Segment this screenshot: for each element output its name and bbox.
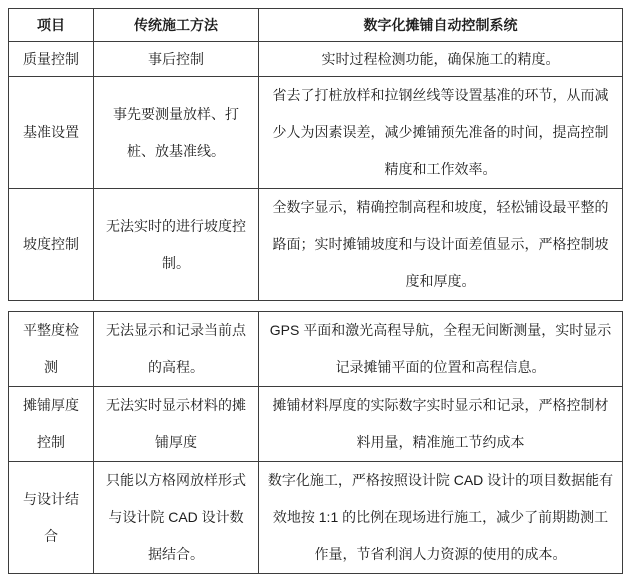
- header-cell-item: 项目: [9, 9, 94, 42]
- header-cell-traditional: 传统施工方法: [94, 9, 259, 42]
- table-row: [9, 462, 623, 574]
- table-row: [9, 312, 623, 387]
- cell-item: 摊铺厚度控制: [9, 387, 94, 462]
- cell-item: 与设计结合: [9, 462, 94, 574]
- cell-item: 基准设置: [9, 77, 94, 189]
- cell-traditional: 事后控制: [94, 42, 259, 77]
- cell-traditional: 无法实时的进行坡度控制。: [94, 189, 259, 301]
- header-row: [9, 9, 623, 42]
- comparison-table-bottom: [8, 311, 623, 574]
- cell-traditional: 事先要测量放样、打桩、放基准线。: [94, 77, 259, 189]
- cell-digital: 实时过程检测功能，确保施工的精度。: [259, 42, 623, 77]
- table-row: [9, 77, 623, 189]
- cell-digital: 数字化施工，严格按照设计院 CAD 设计的项目数据能有效地按 1:1 的比例在现场进行施工，减少了前期勘测工作量，节省利润人力资源的使用的成本。: [259, 462, 623, 574]
- cell-item: 质量控制: [9, 42, 94, 77]
- cell-digital: GPS 平面和激光高程导航，全程无间断测量，实时显示记录摊铺平面的位置和高程信息。: [259, 312, 623, 387]
- cell-item: 平整度检测: [9, 312, 94, 387]
- cell-traditional: 只能以方格网放样形式与设计院 CAD 设计数据结合。: [94, 462, 259, 574]
- cell-digital: 省去了打桩放样和拉钢丝线等设置基准的环节，从而减少人为因素误差，减少摊铺预先准备的时间，提高控制精度和工作效率。: [259, 77, 623, 189]
- table-row: [9, 387, 623, 462]
- cell-item: 坡度控制: [9, 189, 94, 301]
- cell-traditional: 无法显示和记录当前点的高程。: [94, 312, 259, 387]
- header-cell-digital: 数字化摊铺自动控制系统: [259, 9, 623, 42]
- cell-digital: 摊铺材料厚度的实际数字实时显示和记录，严格控制材料用量，精准施工节约成本: [259, 387, 623, 462]
- cell-digital: 全数字显示，精确控制高程和坡度，轻松铺设最平整的路面；实时摊铺坡度和与设计面差值显示，严格控制坡度和厚度。: [259, 189, 623, 301]
- comparison-table-top: [8, 8, 623, 301]
- cell-traditional: 无法实时显示材料的摊铺厚度: [94, 387, 259, 462]
- table-row: [9, 189, 623, 301]
- table-row: [9, 42, 623, 77]
